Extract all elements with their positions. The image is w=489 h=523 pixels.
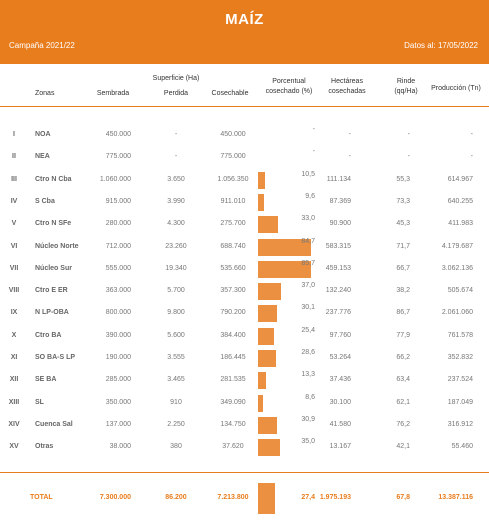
total-separator [0,472,489,473]
row-hectareas: - [348,131,351,138]
row-sembrada: 1.060.000 [99,175,131,183]
total-perdida: 86.200 [165,494,187,501]
row-sembrada: 280.000 [105,220,131,228]
row-produccion: 316.912 [447,420,473,428]
row-roman: V [11,220,17,228]
table-row [0,436,489,458]
row-produccion: 761.578 [447,331,473,339]
table-row [0,302,489,324]
row-sembrada: 712.000 [105,242,131,250]
row-produccion: 614.967 [447,175,473,183]
row-pct: 30,1 [301,304,315,312]
table-row [0,280,489,302]
row-produccion: 187.049 [447,398,473,406]
col-header-produccion: Producción (Tn) [431,85,481,92]
table-row [0,124,489,146]
row-rinde: 66,2 [396,354,410,361]
table-row [0,369,489,391]
row-zone: Ctro BA [35,331,62,339]
row-zone: Ctro N SFe [35,220,72,228]
row-perdida: 5.700 [167,287,185,295]
table-row [0,325,489,347]
row-hectareas: 583.315 [325,242,351,250]
row-hectareas: 237.776 [325,309,351,317]
row-rinde: 55,3 [396,175,410,183]
table-row [0,236,489,258]
row-perdida: 23.260 [165,242,187,250]
row-zone: NOA [35,131,51,138]
row-pct: 8,6 [305,393,315,401]
row-rinde: 86,7 [396,309,410,317]
row-pct: - [312,148,315,156]
row-hectareas: 41.580 [329,420,351,428]
row-produccion: 505.674 [447,287,473,295]
row-sembrada: 363.000 [105,287,131,295]
row-roman: XI [10,354,18,361]
row-roman: VI [10,242,18,250]
row-cosechable: 275.700 [220,220,246,228]
row-cosechable: 1.056.350 [217,175,249,183]
row-roman: III [11,175,17,183]
row-cosechable: 911.010 [220,197,246,205]
row-perdida: - [174,153,178,161]
col-header-hectareas-line2: cosechadas [328,88,366,95]
row-roman: IX [10,309,18,317]
row-perdida: - [174,131,178,138]
row-sembrada: 800.000 [105,309,131,317]
row-zone: NEA [35,153,50,161]
row-rinde: 62,1 [396,398,410,406]
col-header-perdida: Perdida [163,90,189,97]
col-header-porcentual-line2: cosechado (%) [265,88,313,95]
row-hectareas: 53.264 [329,354,351,361]
row-perdida: 2.250 [167,420,185,428]
row-zone: Núcleo Norte [35,242,79,250]
row-roman: II [12,153,16,161]
col-header-porcentual [258,77,320,97]
row-pct: 85,7 [301,259,315,267]
row-produccion: 55.460 [451,443,473,451]
table-row [0,347,489,369]
row-perdida: 910 [170,398,182,406]
row-pct: - [312,126,315,133]
row-pct: 25,4 [301,326,315,334]
col-header-rinde [386,77,426,97]
row-zone: Núcleo Sur [35,264,72,272]
col-header-sembrada: Sembrada [96,90,130,97]
row-sembrada: 137.000 [105,420,131,428]
row-pct: 9,6 [305,192,315,200]
row-sembrada: 350.000 [105,398,131,406]
col-header-superficie: Superficie (Ha) [152,75,200,82]
table-row [0,146,489,168]
row-hectareas: 87.369 [329,197,351,205]
row-roman: XIV [8,420,20,428]
row-produccion: 3.062.136 [441,264,473,272]
total-cosechable: 7.213.800 [217,494,249,501]
row-zone: Otras [35,443,54,451]
table-row [0,169,489,191]
row-cosechable: 790.200 [220,309,246,317]
row-zone: SL [35,398,44,406]
row-roman: IV [10,197,18,205]
total-label: TOTAL [30,494,53,501]
row-roman: XII [9,376,19,384]
row-rinde: 63,4 [396,376,410,384]
col-header-hectareas-line1: Hectáreas [331,78,363,85]
col-header-cosechable: Cosechable [211,90,249,97]
row-rinde: 66,7 [396,264,410,272]
row-zone: S Cba [35,197,55,205]
row-hectareas: 30.100 [329,398,351,406]
row-zone: Cuenca Sal [35,420,73,428]
row-roman: I [13,131,15,138]
row-perdida: 3.555 [167,354,185,361]
row-cosechable: 535.660 [220,264,246,272]
row-hectareas: 13.167 [329,443,351,451]
row-perdida: 9.800 [167,309,185,317]
row-hectareas: - [348,153,351,161]
row-produccion: - [470,131,473,138]
row-hectareas: 111.134 [326,175,351,183]
row-rinde: 76,2 [396,420,410,428]
total-hectareas: 1.975.193 [319,494,351,501]
row-zone: Ctro E ER [35,287,68,295]
col-header-porcentual-line1: Porcentual [272,78,306,85]
row-sembrada: 285.000 [105,376,131,384]
row-rinde: 71,7 [396,242,410,250]
row-perdida: 4.300 [167,220,185,228]
row-produccion: 640.255 [447,197,473,205]
row-pct: 28,6 [301,349,315,356]
table-row [0,191,489,213]
row-pct: 84,7 [301,237,315,245]
data-date-label: Datos al: 17/05/2022 [404,41,478,50]
table-row [0,392,489,414]
row-sembrada: 450.000 [105,131,131,138]
row-sembrada: 915.000 [105,197,131,205]
row-cosechable: 37.620 [222,443,244,451]
row-rinde: 73,3 [396,197,410,205]
row-zone: Ctro N Cba [35,175,72,183]
row-sembrada: 775.000 [105,153,131,161]
row-perdida: 3.990 [167,197,185,205]
row-perdida: 380 [170,443,182,451]
col-header-hectareas [322,77,372,97]
header-banner [0,0,489,64]
row-cosechable: 186.445 [220,354,246,361]
row-cosechable: 384.400 [220,331,246,339]
row-roman: VII [9,264,19,272]
total-pct: 27,4 [301,494,315,501]
row-cosechable: 281.535 [220,376,246,384]
row-cosechable: 134.750 [220,420,246,428]
row-cosechable: 450.000 [220,131,246,138]
row-roman: XIII [8,398,20,406]
total-sembrada: 7.300.000 [99,494,131,501]
row-cosechable: 775.000 [220,153,246,161]
row-zone: N LP-OBA [35,309,69,317]
row-hectareas: 97.760 [329,331,351,339]
row-produccion: 2.061.060 [441,309,473,317]
row-rinde: 77,9 [396,331,410,339]
col-header-zonas: Zonas [35,90,55,97]
col-header-rinde-line2: (qq/Ha) [394,88,418,95]
table-row [0,258,489,280]
row-cosechable: 349.090 [220,398,246,406]
row-perdida: 3.650 [167,175,185,183]
row-pct: 33,0 [301,215,315,223]
row-hectareas: 37.436 [329,376,351,384]
campaign-label: Campaña 2021/22 [9,41,75,50]
row-cosechable: 357.300 [220,287,246,295]
row-produccion: 4.179.687 [441,242,473,250]
row-perdida: 5.600 [167,331,185,339]
row-hectareas: 90.900 [329,220,351,228]
row-rinde: - [407,153,410,161]
table-row [0,213,489,235]
row-rinde: 42,1 [396,443,410,451]
row-perdida: 19.340 [165,264,187,272]
row-hectareas: 132.240 [325,287,351,295]
row-produccion: 411.983 [448,220,473,228]
row-pct: 30,9 [301,415,315,423]
row-produccion: 352.832 [447,354,473,361]
page-title: MAÍZ [225,11,264,28]
row-zone: SE BA [35,376,57,384]
row-sembrada: 190.000 [105,354,131,361]
row-cosechable: 688.740 [220,242,246,250]
row-pct: 10,5 [301,170,315,178]
row-pct: 35,0 [301,438,315,446]
total-rinde: 67,8 [396,494,410,501]
total-row [0,483,489,513]
row-roman: XV [9,443,19,451]
col-header-rinde-line1: Rinde [396,78,416,85]
row-zone: SO BA-S LP [35,354,76,361]
row-pct: 37,0 [301,282,315,290]
row-roman: X [11,331,17,339]
total-produccion: 13.387.116 [438,494,473,501]
row-roman: VIII [8,287,20,295]
row-pct: 13,3 [301,371,315,379]
row-sembrada: 390.000 [105,331,131,339]
table-row [0,414,489,436]
header-separator [0,106,489,107]
row-sembrada: 555.000 [105,264,131,272]
row-produccion: - [470,153,473,161]
row-perdida: 3.465 [167,376,185,384]
row-produccion: 237.524 [447,376,473,384]
row-hectareas: 459.153 [325,264,351,272]
row-rinde: - [407,131,410,138]
row-rinde: 38,2 [396,287,410,295]
row-sembrada: 38.000 [109,443,131,451]
row-rinde: 45,3 [396,220,410,228]
